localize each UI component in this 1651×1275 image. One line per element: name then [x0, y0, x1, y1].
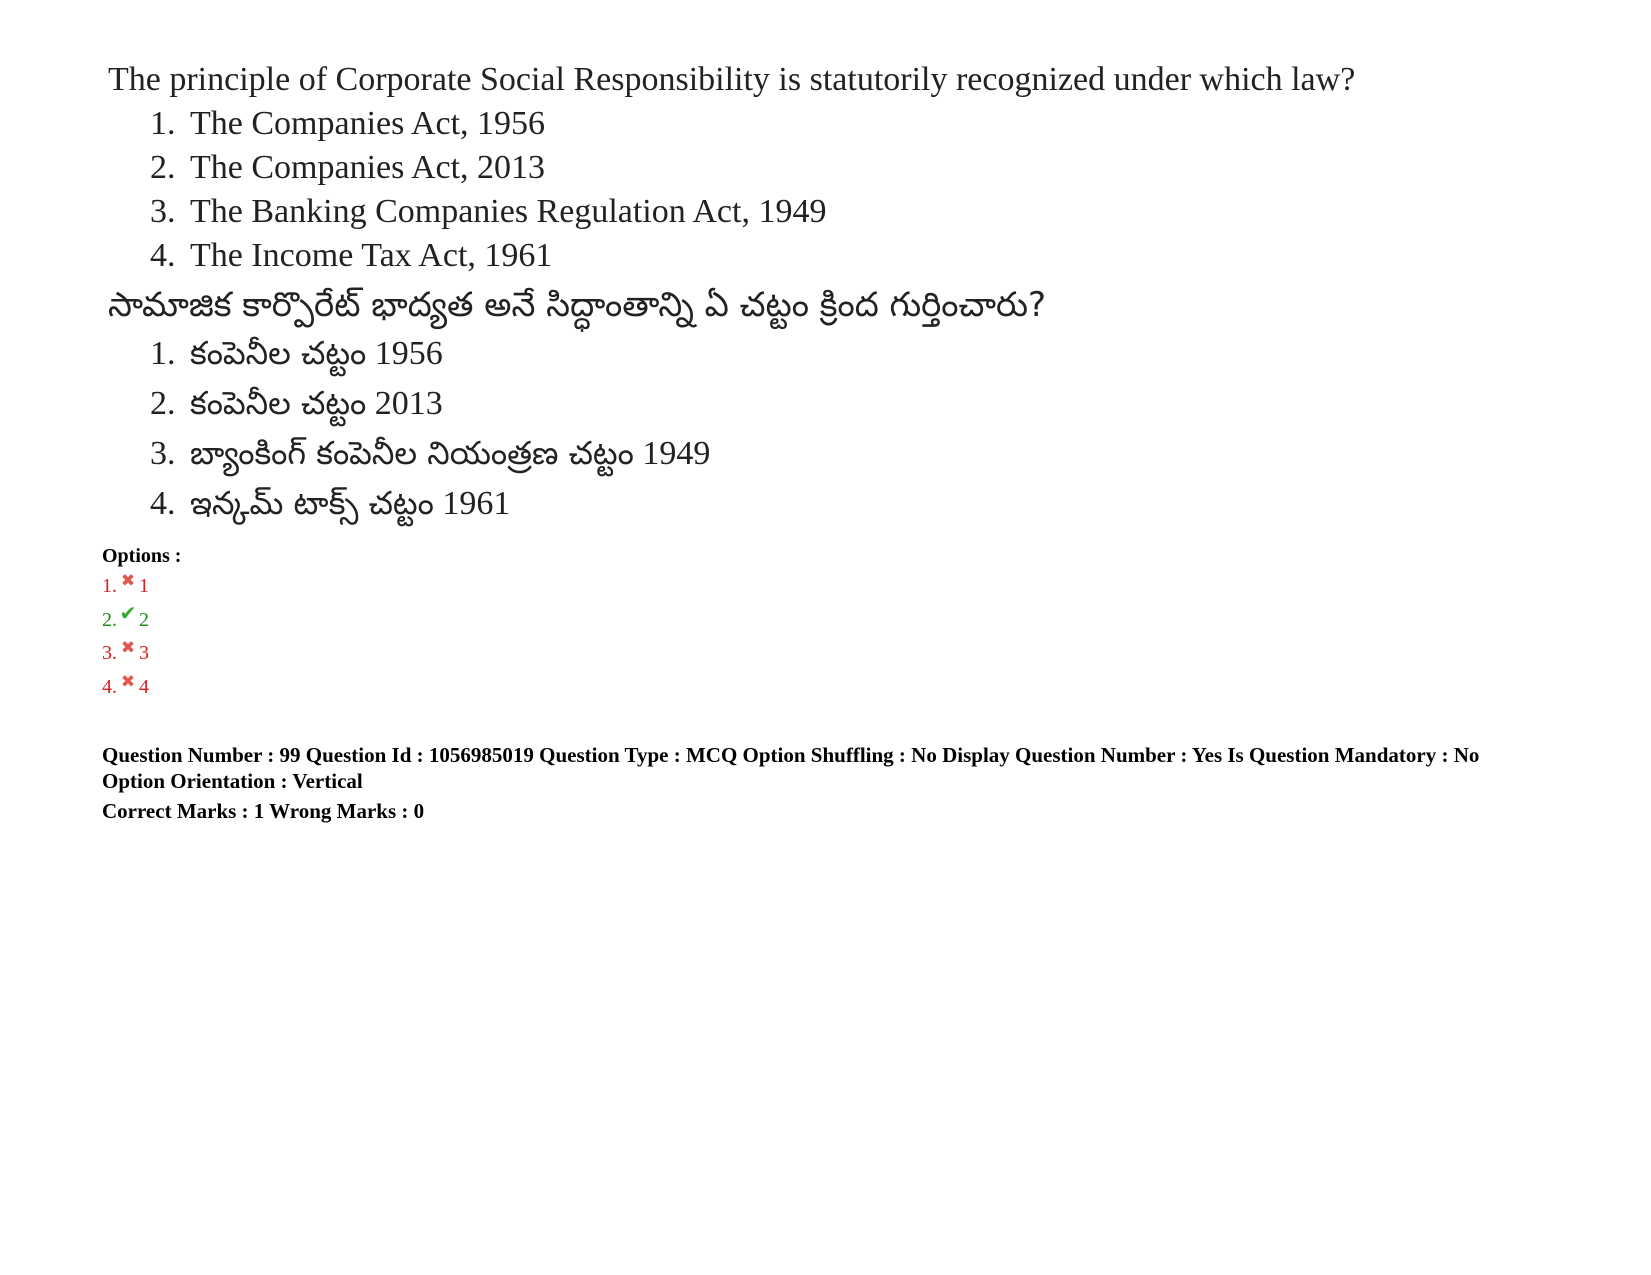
checkmark-icon: ✔	[119, 602, 137, 625]
answer-number: 4.	[150, 237, 176, 274]
metadata-line: Option Orientation : Vertical	[102, 769, 363, 793]
answer-year: 1949	[642, 435, 711, 472]
options-label: Options :	[102, 545, 182, 567]
marks-line: Correct Marks : 1 Wrong Marks : 0	[102, 799, 425, 823]
answer-number: 3.	[150, 193, 176, 230]
answer-text: The Companies Act, 2013	[190, 149, 546, 186]
telugu-answer-item	[108, 478, 1608, 528]
english-answer-item	[108, 234, 1608, 278]
answer-text: The Banking Companies Regulation Act, 1949	[190, 193, 827, 230]
option-row	[102, 637, 181, 671]
cross-icon: ✖	[120, 671, 136, 691]
answer-text: The Income Tax Act, 1961	[190, 237, 553, 274]
answer-year: 1961	[442, 485, 511, 522]
answer-text: కంపెనీల చట్టం	[190, 384, 367, 422]
option-number: 3.	[102, 642, 117, 664]
metadata-line: Question Number : 99 Question Id : 1056985019 Question Type : MCQ Option Shuffling : No Display Question Number : Yes Is Question Mandatory : No	[102, 743, 1480, 767]
answer-text: కంపెనీల చట్టం	[190, 334, 367, 372]
answer-number: 3.	[150, 435, 176, 472]
answer-year: 1956	[374, 335, 443, 372]
answer-text: ఇన్కమ్ టాక్స్ చట్టం	[190, 484, 434, 522]
option-number: 4.	[102, 675, 117, 698]
telugu-answer-item	[108, 328, 1608, 378]
option-row	[102, 671, 181, 705]
option-row	[102, 604, 181, 638]
english-answer-item	[108, 190, 1608, 234]
english-answer-item	[108, 146, 1608, 190]
answer-text: బ్యాంకింగ్ కంపెనీల నియంత్రణ చట్టం	[190, 434, 634, 472]
question-metadata	[102, 742, 1602, 824]
answer-text: The Companies Act, 1956	[190, 105, 546, 142]
answer-number: 2.	[150, 385, 176, 422]
telugu-answer-item	[108, 378, 1608, 428]
option-row	[102, 570, 181, 604]
option-value: 4	[139, 675, 149, 698]
telugu-answer-list	[108, 328, 1608, 528]
option-value: 1	[139, 575, 149, 597]
option-value: 3	[139, 642, 149, 664]
answer-number: 2.	[150, 149, 176, 186]
options-section	[102, 542, 181, 704]
question-text-telugu: సామాజిక కార్పొరేట్ భాద్యత అనే సిద్ధాంతాన్ని ఏ చట్టం క్రింద గుర్తించారు?	[108, 285, 1047, 325]
answer-number: 4.	[150, 485, 176, 522]
english-answer-list	[108, 102, 1608, 278]
question-text-english: The principle of Corporate Social Responsibility is statutorily recognized under which law?	[108, 61, 1356, 98]
answer-number: 1.	[150, 105, 176, 142]
option-value: 2	[139, 608, 149, 631]
telugu-answer-item	[108, 428, 1608, 478]
answer-year: 2013	[374, 385, 443, 422]
cross-icon: ✖	[120, 571, 136, 590]
question-block	[108, 58, 1608, 528]
cross-icon: ✖	[120, 638, 136, 657]
english-answer-item	[108, 102, 1608, 146]
answer-number: 1.	[150, 335, 176, 372]
option-number: 1.	[102, 575, 117, 597]
option-number: 2.	[102, 608, 117, 631]
